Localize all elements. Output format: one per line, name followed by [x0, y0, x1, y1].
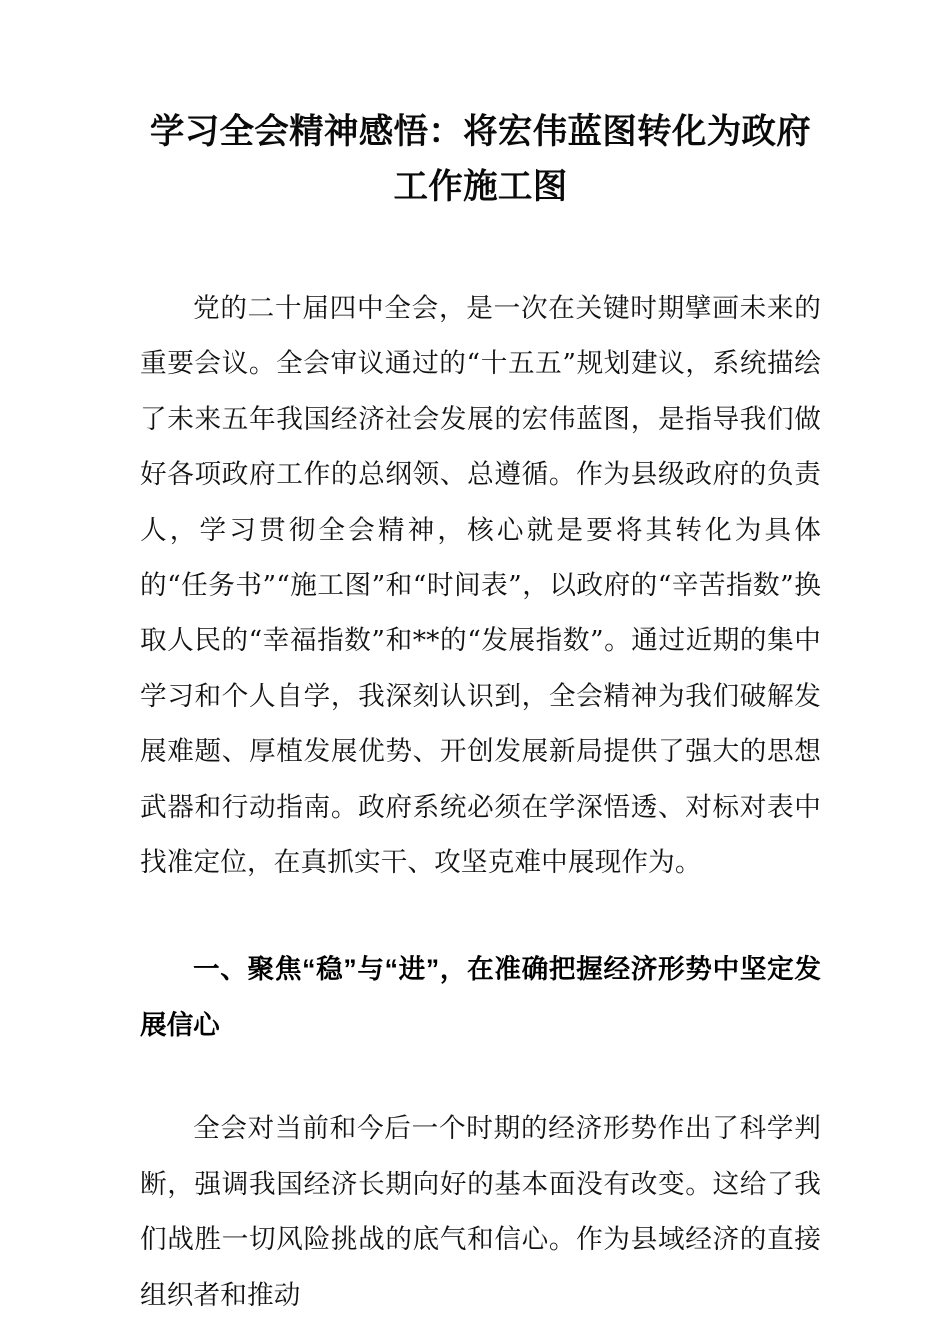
- section-heading-1: 一、聚焦“稳”与“进”，在准确把握经济形势中坚定发展信心: [140, 954, 821, 1040]
- heading-top-spacer: [140, 890, 821, 942]
- page-title-line-2: 工作施工图: [393, 168, 568, 206]
- title-spacer: [140, 215, 821, 281]
- heading-bottom-spacer: [140, 1053, 821, 1101]
- body-paragraph-1: 党的二十届四中全会，是一次在关键时期擘画未来的重要会议。全会审议通过的“十五五”规划建议，系统描绘了未来五年我国经济社会发展的宏伟蓝图，是指导我们做好各项政府工作的总纲领、总遵循。作为县级政府的负责人，学习贯彻全会精神，核心就是要将其转化为具体的“任务书”“施工图”和“时间表”，以政府的“辛苦指数”换取人民的“幸福指数”和**的“发展指数”。通过近期的集中学习和个人自学，我深刻认识到，全会精神为我们破解发展难题、厚植发展优势、开创发展新局提供了强大的思想武器和行动指南。政府系统必须在学深悟透、对标对表中找准定位，在真抓实干、攻坚克难中展现作为。: [140, 293, 821, 879]
- body-paragraph-2: 全会对当前和今后一个时期的经济形势作出了科学判断，强调我国经济长期向好的基本面没有改变。这给了我们战胜一切风险挑战的底气和信心。作为县域经济的直接组织者和推动: [140, 1113, 821, 1311]
- document-content-column: [140, 0, 821, 1323]
- page-title: [140, 0, 821, 215]
- page-title-line-1: 学习全会精神感悟：将宏伟蓝图转化为政府: [149, 113, 812, 151]
